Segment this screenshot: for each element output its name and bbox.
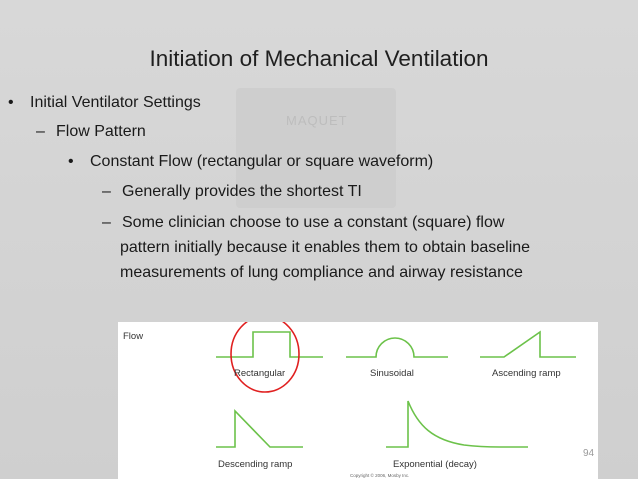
label-rectangular: Rectangular bbox=[234, 368, 286, 379]
bullet-flow-pattern bbox=[36, 121, 146, 143]
watermark-text: MAQUET bbox=[286, 113, 348, 128]
exponential-waveform bbox=[386, 401, 528, 447]
flow-axis-label: Flow bbox=[123, 331, 144, 342]
bullet-clinician-choice bbox=[102, 212, 504, 234]
bullet-text: Generally provides the shortest TI bbox=[122, 183, 362, 200]
label-exponential-decay: Exponential (decay) bbox=[393, 459, 477, 470]
bullet-text: Constant Flow (rectangular or square waveform) bbox=[90, 153, 434, 170]
descending-ramp-waveform bbox=[216, 411, 303, 447]
bullet-initial-settings bbox=[8, 92, 201, 114]
bullet-glyph: • bbox=[68, 153, 74, 170]
bullet-text-line-2: pattern initially because it enables them to obtain baseline bbox=[120, 239, 531, 256]
bullet-glyph: • bbox=[8, 94, 14, 111]
slide-title: Initiation of Mechanical Ventilation bbox=[149, 46, 489, 71]
bullet-shortest-ti bbox=[102, 181, 362, 203]
flow-waveform-figure bbox=[118, 322, 598, 479]
bullet-constant-flow bbox=[68, 151, 433, 173]
waveform-diagram bbox=[118, 322, 598, 479]
sinusoidal-waveform bbox=[346, 338, 448, 357]
dash-glyph: – bbox=[102, 214, 111, 231]
dash-glyph: – bbox=[36, 123, 45, 140]
label-sinusoidal: Sinusoidal bbox=[370, 368, 414, 379]
page-number: 94 bbox=[583, 448, 595, 459]
label-descending-ramp: Descending ramp bbox=[218, 459, 293, 470]
bullet-text: Initial Ventilator Settings bbox=[30, 94, 201, 111]
ascending-ramp-waveform bbox=[480, 332, 576, 357]
bullet-text: Flow Pattern bbox=[56, 123, 146, 140]
label-ascending-ramp: Ascending ramp bbox=[492, 368, 561, 379]
bullet-text-line-3: measurements of lung compliance and airway resistance bbox=[120, 264, 523, 281]
copyright-text: Copyright © 2006, Mosby Inc. bbox=[350, 473, 410, 478]
bullet-text-line-1: Some clinician choose to use a constant (square) flow bbox=[122, 214, 505, 231]
dash-glyph: – bbox=[102, 183, 111, 200]
